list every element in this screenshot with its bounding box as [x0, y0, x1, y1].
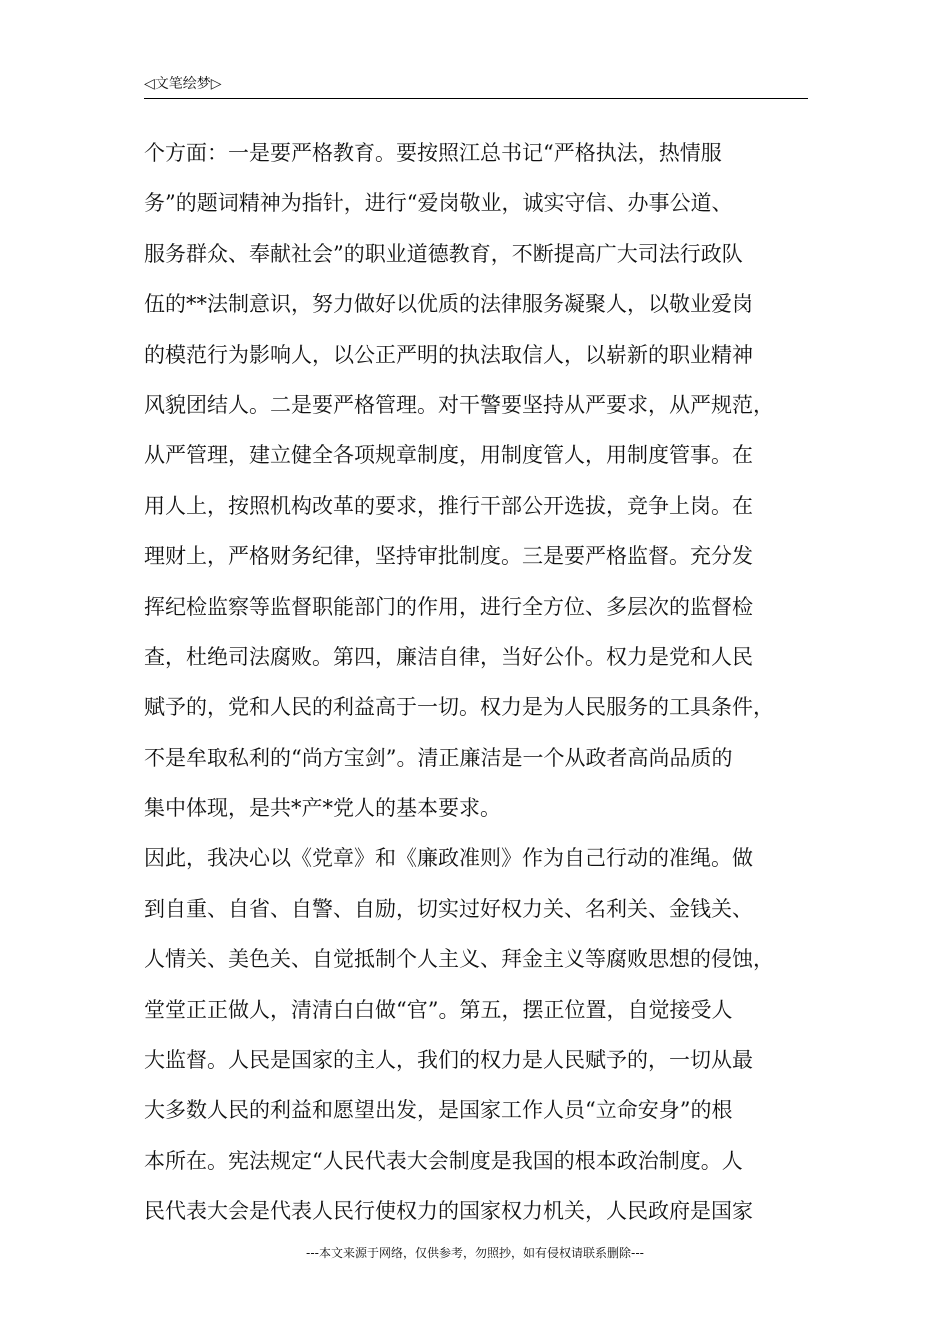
text-line: 赋予的，党和人民的利益高于一切。权力是为人民服务的工具条件，	[144, 695, 774, 720]
text-line: 伍的**法制意识，努力做好以优质的法律服务凝聚人，以敬业爱岗	[144, 292, 753, 317]
text-line: 服务群众、奉献社会”的职业道德教育，不断提高广大司法行政队	[144, 241, 743, 266]
text-line: 本所在。宪法规定“人民代表大会制度是我国的根本政治制度。人	[144, 1148, 743, 1173]
text-line: 用人上，按照机构改革的要求，推行干部公开选拔，竞争上岗。在	[144, 493, 753, 518]
header-title: ◁文笔绘梦▷	[144, 76, 222, 92]
body-text	[144, 128, 808, 1237]
text-line: 挥纪检监察等监督职能部门的作用，进行全方位、多层次的监督检	[144, 594, 753, 619]
text-line: 大监督。人民是国家的主人，我们的权力是人民赋予的，一切从最	[144, 1048, 753, 1073]
text-line: 因此，我决心以《党章》和《廉政准则》作为自己行动的准绳。做	[144, 846, 753, 871]
text-line: 到自重、自省、自警、自励，切实过好权力关、名利关、金钱关、	[144, 896, 753, 921]
text-line: 理财上，严格财务纪律，坚持审批制度。三是要严格监督。充分发	[144, 544, 753, 569]
text-line: 堂堂正正做人，清清白白做“官”。第五，摆正位置，自觉接受人	[144, 997, 733, 1022]
text-line: 民代表大会是代表人民行使权力的国家权力机关，人民政府是国家	[144, 1199, 753, 1224]
text-line: 的模范行为影响人，以公正严明的执法取信人，以崭新的职业精神	[144, 342, 753, 367]
text-line: 风貌团结人。二是要严格管理。对干警要坚持从严要求，从严规范，	[144, 392, 774, 417]
page-footer: ---本文来源于网络，仅供参考，勿照抄，如有侵权请联系删除---	[306, 1246, 644, 1260]
text-line: 查，杜绝司法腐败。第四，廉洁自律，当好公仆。权力是党和人民	[144, 644, 753, 669]
text-line: 集中体现，是共*产*党人的基本要求。	[144, 796, 501, 821]
text-line: 个方面：一是要严格教育。要按照江总书记“严格执法，热情服	[144, 141, 722, 165]
text-line: 不是牟取私利的“尚方宝剑”。清正廉洁是一个从政者高尚品质的	[144, 745, 733, 770]
page-header	[144, 74, 808, 99]
text-line: 务”的题词精神为指针，进行“爱岗敬业，诚实守信、办事公道、	[144, 191, 733, 216]
text-line: 大多数人民的利益和愿望出发，是国家工作人员“立命安身”的根	[144, 1098, 733, 1123]
text-line: 从严管理，建立健全各项规章制度，用制度管人，用制度管事。在	[144, 443, 753, 468]
text-line: 人情关、美色关、自觉抵制个人主义、拜金主义等腐败思想的侵蚀，	[144, 947, 774, 972]
